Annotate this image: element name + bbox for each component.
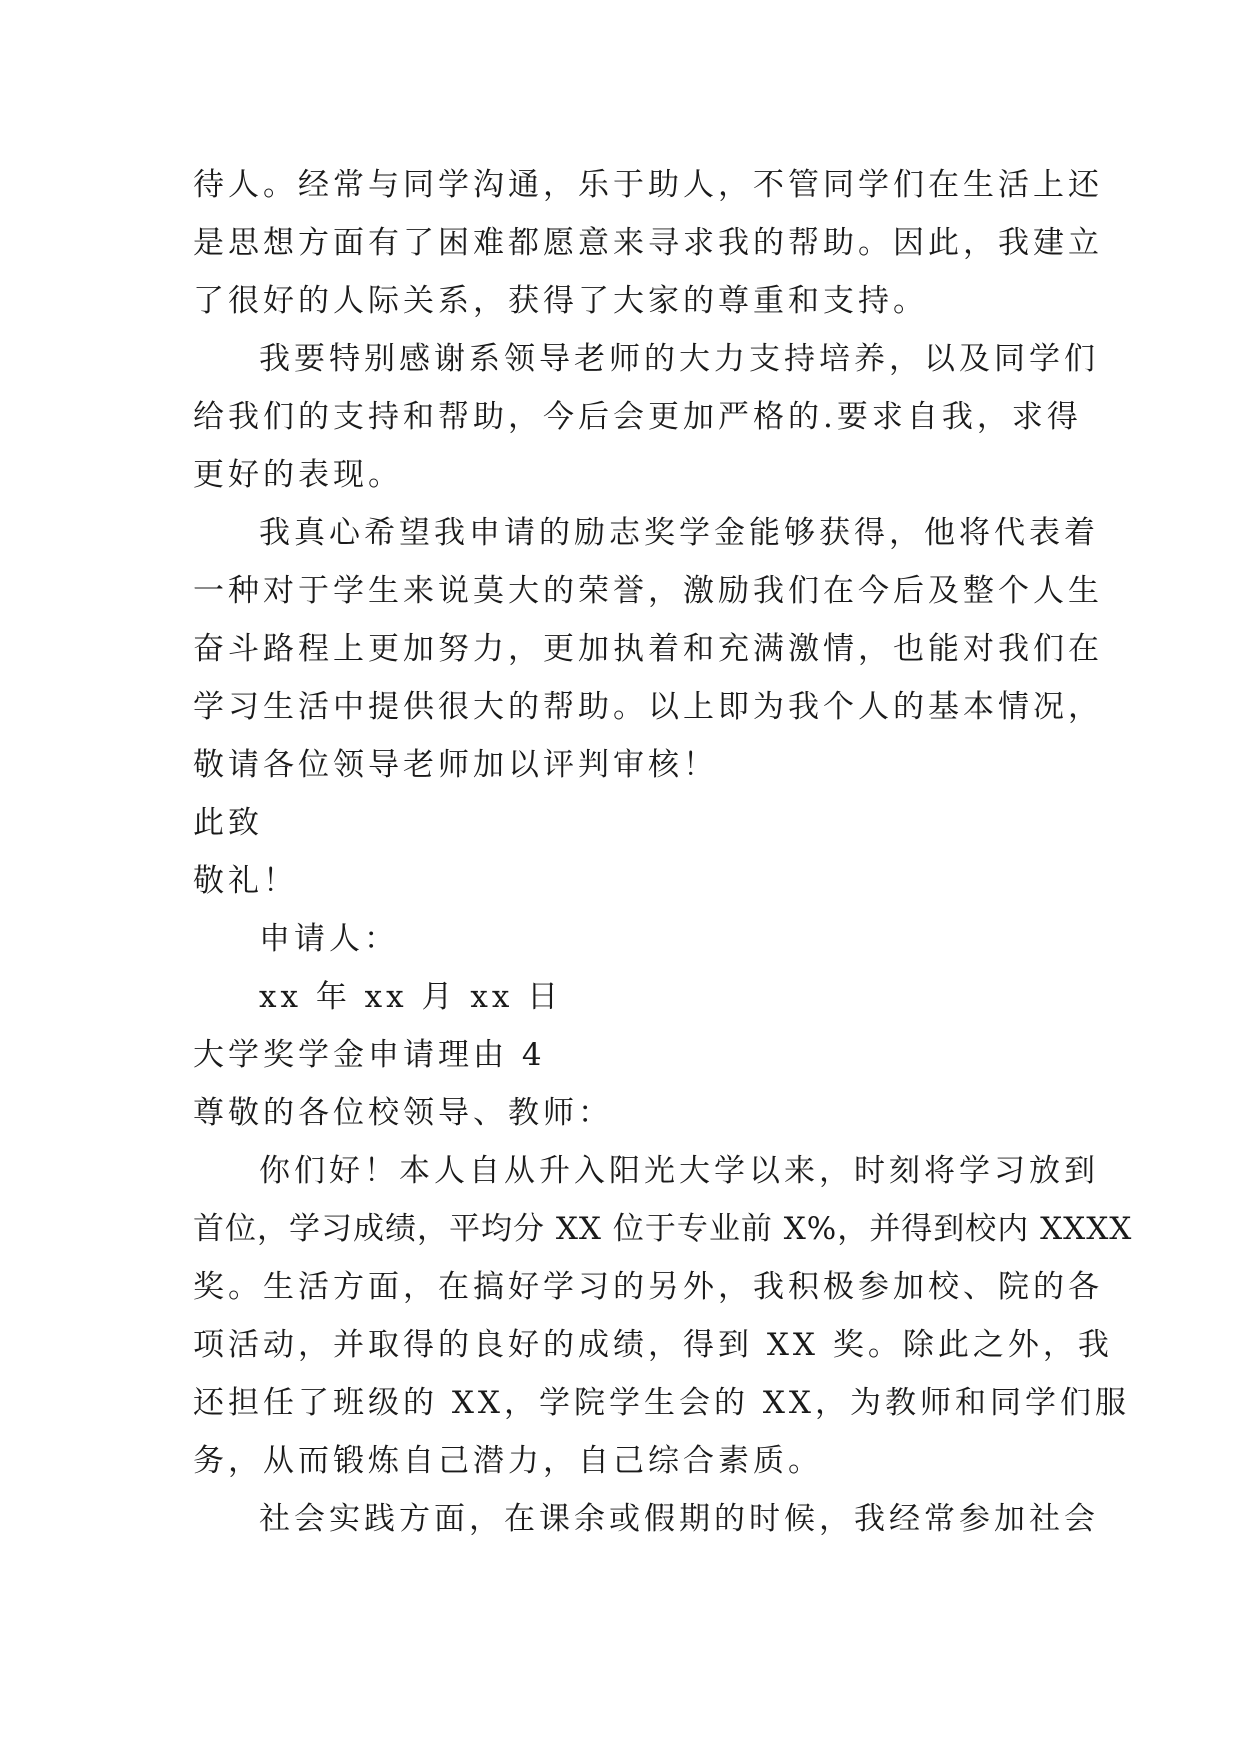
text-line: 首位，学习成绩，平均分 XX 位于专业前 X%，并得到校内 XXXX: [193, 1211, 1133, 1247]
text-line: 我要特别感谢系领导老师的大力支持培养，以及同学们: [259, 341, 1099, 377]
text-line: 一种对于学生来说莫大的荣誉，激励我们在今后及整个人生: [193, 573, 1103, 609]
text-line: 给我们的支持和帮助，今后会更加严格的.要求自我，求得: [193, 399, 1082, 435]
date-line: xx 年 xx 月 xx 日: [259, 979, 563, 1015]
text-line: 我真心希望我申请的励志奖学金能够获得，他将代表着: [259, 515, 1099, 551]
text-line: 还担任了班级的 XX，学院学生会的 XX，为教师和同学们服: [193, 1385, 1130, 1421]
text-line: 是思想方面有了困难都愿意来寻求我的帮助。因此，我建立: [193, 225, 1103, 261]
text-line: 待人。经常与同学沟通，乐于助人，不管同学们在生活上还: [193, 167, 1103, 203]
text-line: 社会实践方面，在课余或假期的时候，我经常参加社会: [259, 1501, 1099, 1537]
salutation-regards: 敬礼！: [193, 863, 298, 899]
text-line: 了很好的人际关系，获得了大家的尊重和支持。: [193, 283, 928, 319]
document-body: [193, 156, 1133, 1548]
text-line: 奋斗路程上更加努力，更加执着和充满激情，也能对我们在: [193, 631, 1103, 667]
section-title: 大学奖学金申请理由 4: [193, 1037, 546, 1073]
text-line: 敬请各位领导老师加以评判审核！: [193, 747, 718, 783]
text-line: 学习生活中提供很大的帮助。以上即为我个人的基本情况，: [193, 689, 1103, 725]
text-line: 你们好！本人自从升入阳光大学以来，时刻将学习放到: [259, 1153, 1099, 1189]
text-line: 更好的表现。: [193, 457, 403, 493]
text-line: 奖。生活方面，在搞好学习的另外，我积极参加校、院的各: [193, 1269, 1103, 1305]
salutation-closing: 此致: [193, 805, 263, 841]
text-line: 务，从而锻炼自己潜力，自己综合素质。: [193, 1443, 823, 1479]
greeting: 尊敬的各位校领导、教师：: [193, 1095, 613, 1131]
text-line: 项活动，并取得的良好的成绩，得到 XX 奖。除此之外，我: [193, 1327, 1113, 1363]
applicant-label: 申请人：: [259, 921, 399, 957]
